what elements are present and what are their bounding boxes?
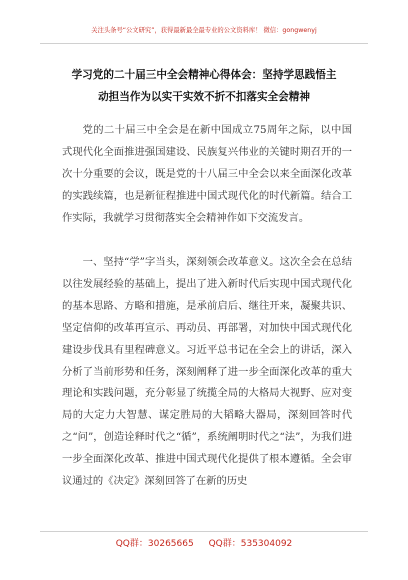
header-banner: 关注头条号“公文研究”，获得最新最全最专业的公文资料库！ 微信：gongwenyj bbox=[40, 20, 368, 44]
footer bbox=[0, 535, 408, 553]
document-title-line-2: 动担当作为以实干实效不折不扣落实全会精神 bbox=[98, 91, 310, 103]
footer-qq-group-1: QQ群：30265665 bbox=[115, 539, 194, 549]
footer-divider bbox=[40, 531, 368, 532]
document-title-line-1: 学习党的二十届三中全会精神心得体会：坚持学思践悟主 bbox=[71, 69, 337, 81]
paragraph-intro: 党的二十届三中全会是在新中国成立75周年之际，以中国式现代化全面推进强国建设、民族复兴伟业的关键时期召开的一次十分重要的会议，既是党的十八届三中全会以来全面深化改革的实践续篇，也是新征程推进中国式现代化的时代新篇。结合工作实际，我就学习贯彻落实全会精神作如下交流发言。 bbox=[62, 124, 352, 224]
footer-qq-group-2: QQ群：535304092 bbox=[208, 539, 293, 549]
paragraph-section-1: 一、坚持“学”字当头，深刻领会改革意义。这次全会在总结以往发展经验的基础上，提出了进入新时代后实现中国式现代化的基本思路、方略和措施，是承前启后、继往开来，凝聚共识、坚定信仰的改革再宣示、再动员、再部署，对加快中国式现代化建设步伐具有里程碑意义。习近平总书记在全会上的讲话，深入分析了当前形势和任务，深刻阐释了进一步全面深化改革的重大理论和实践问题，充分彰显了统揽全局的大格局大视野、应对变局的大定力大智慧、谋定胜局的大韬略大器局，深刻回答时代之“问”，创造诠释时代之“循”，系统阐明时代之“法”，为我们进一步全面深化改革、推进中国式现代化提供了根本遵循。全会审议通过的《决定》深刻回答了在新的历史 bbox=[62, 256, 352, 488]
